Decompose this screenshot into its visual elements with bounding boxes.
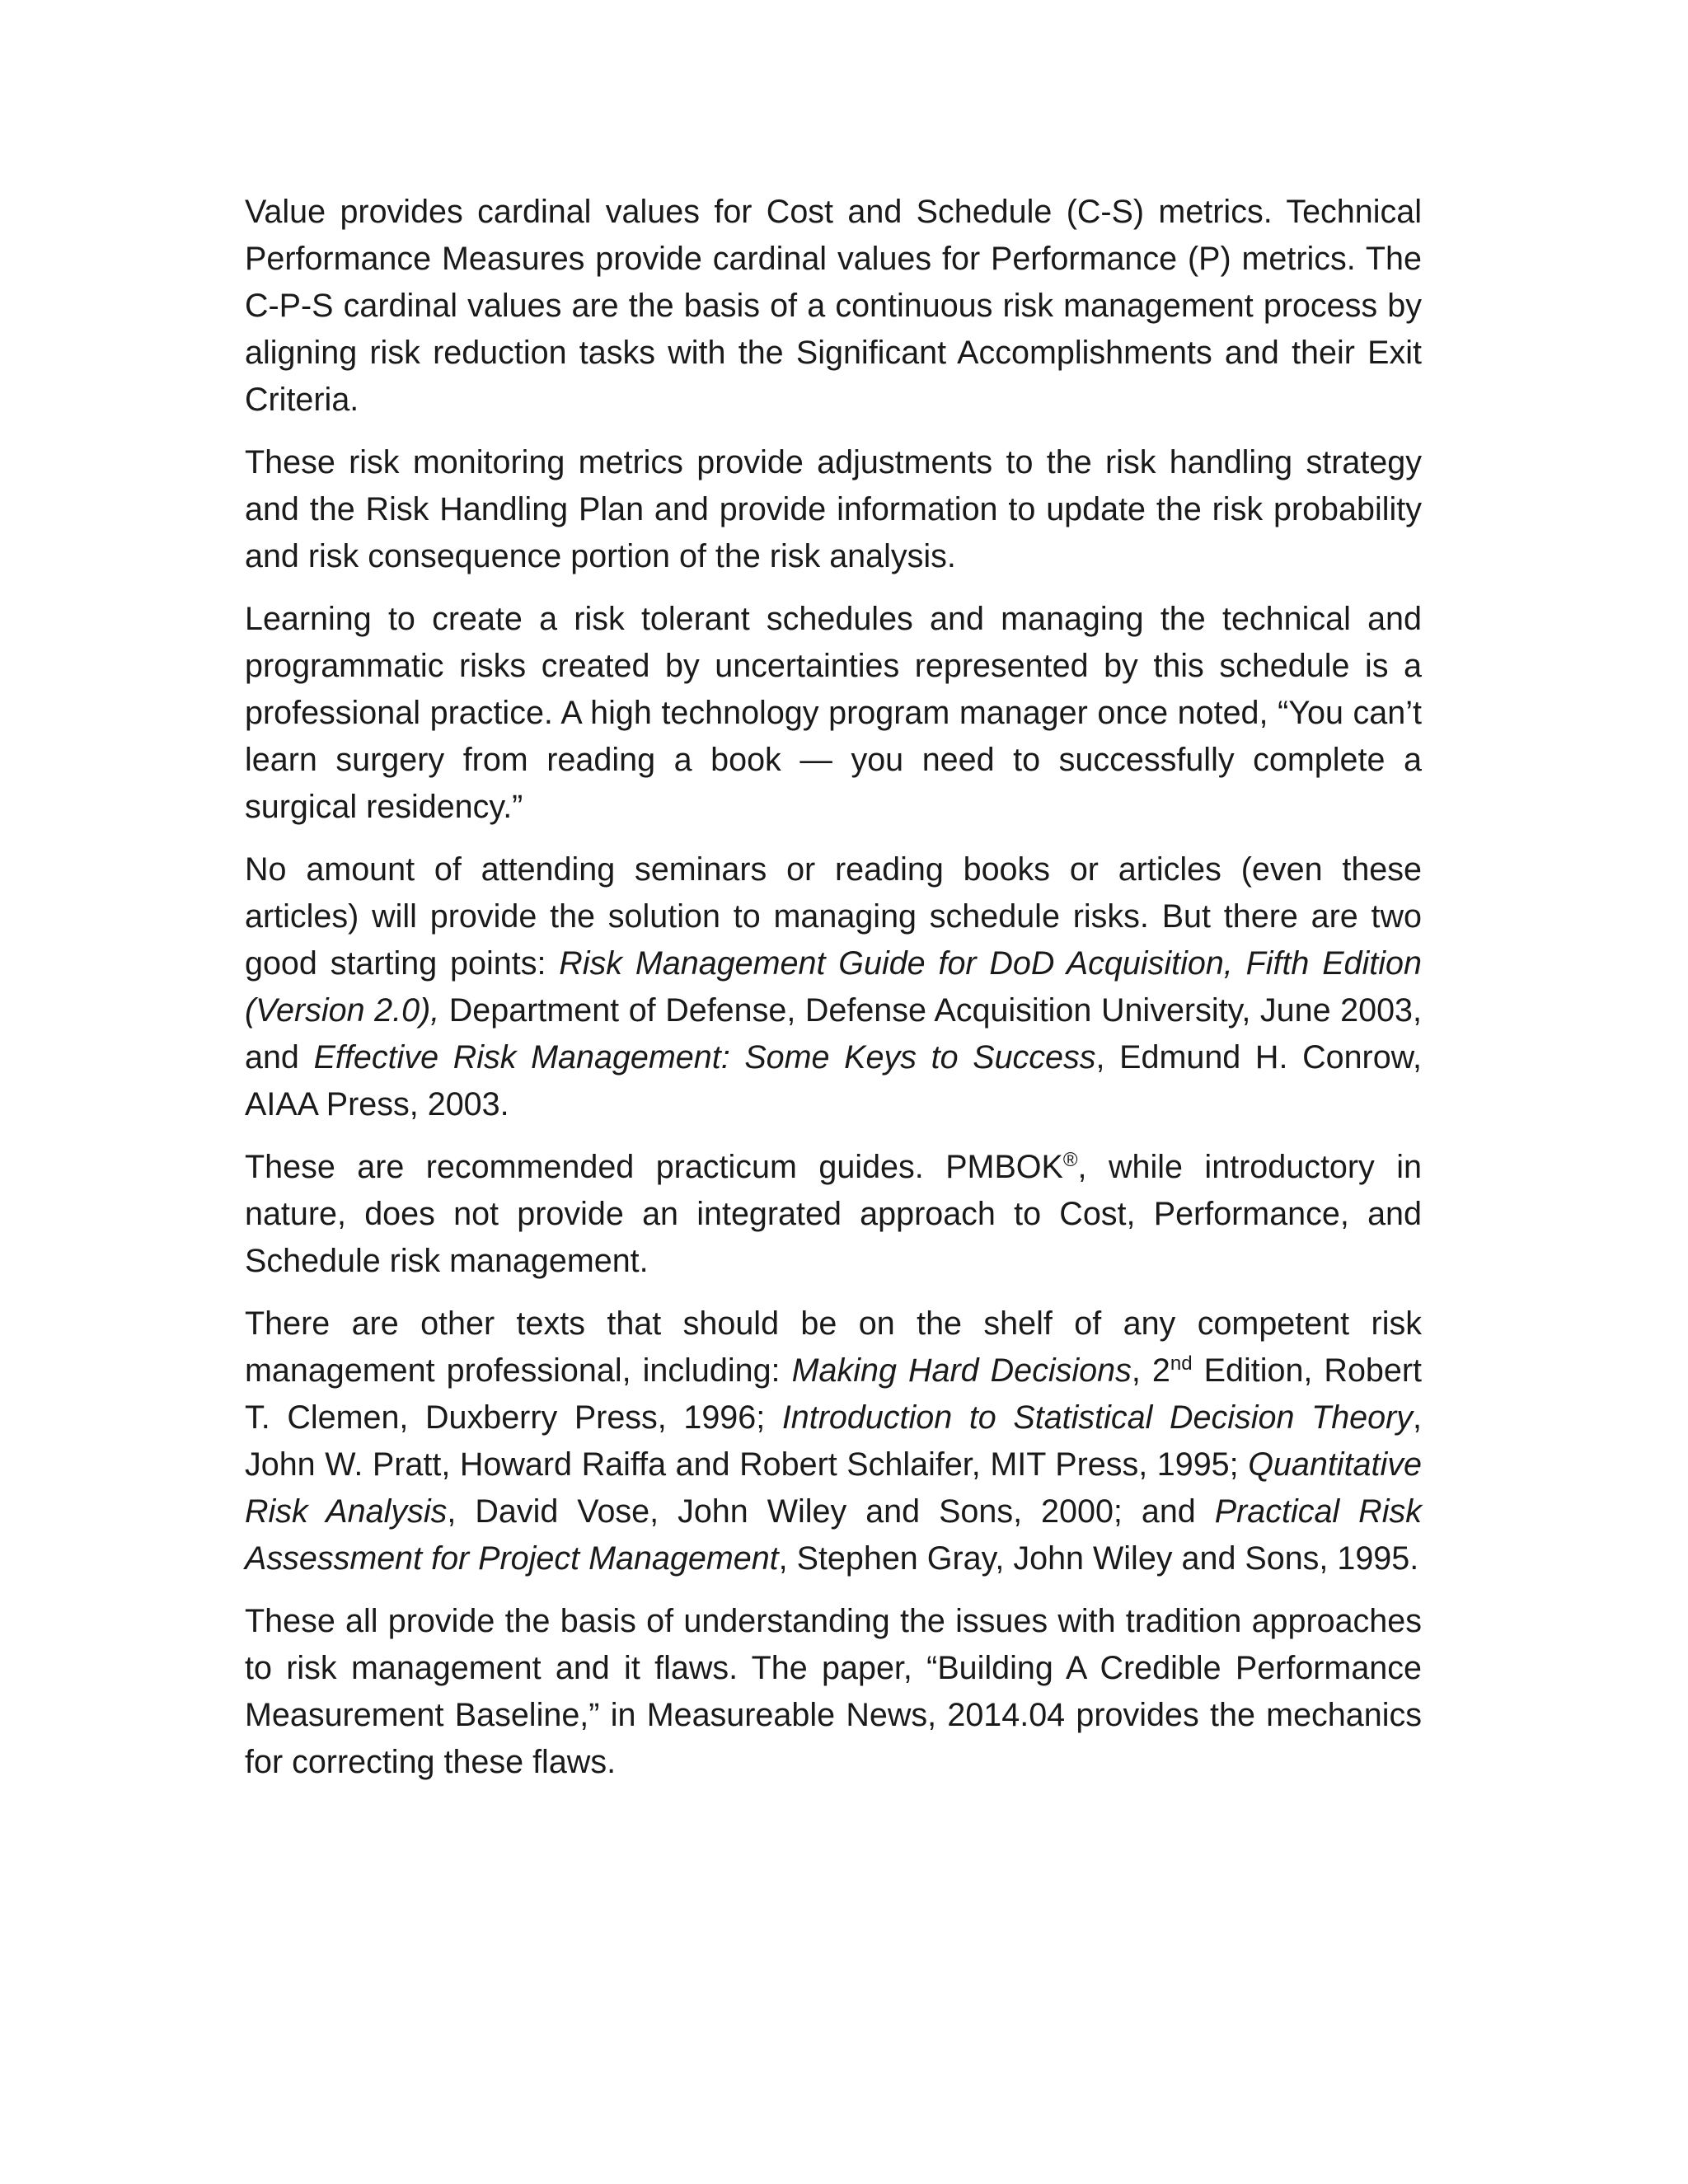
paragraph-text: , Edmund H. Conrow, AIAA Press, 2003. bbox=[245, 1039, 1422, 1122]
book-title: Practical Risk Assessment for Project Management bbox=[245, 1493, 1422, 1577]
ordinal-suffix: nd bbox=[1170, 1352, 1193, 1375]
paragraph bbox=[245, 439, 1422, 580]
paragraph-text: , while introductory in nature, does not provide an integrated approach to Cost, Performance, and Schedule risk management. bbox=[245, 1149, 1422, 1279]
paragraph-text: , John W. Pratt, Howard Raiffa and Robert Schlaifer, MIT Press, 1995; bbox=[245, 1399, 1422, 1483]
book-title: Introduction to Statistical Decision Theory bbox=[781, 1399, 1414, 1436]
book-title: Making Hard Decisions bbox=[791, 1352, 1132, 1389]
registered-mark: ® bbox=[1062, 1148, 1078, 1171]
book-title: Quantitative Risk Analysis bbox=[245, 1446, 1422, 1530]
book-title: Risk Management Guide for DoD Acquisition, Fifth Edition (Version 2.0), bbox=[245, 945, 1422, 1029]
paragraph-text: , 2 bbox=[1131, 1352, 1170, 1389]
paragraph-text: , Stephen Gray, John Wiley and Sons, 1995. bbox=[778, 1540, 1419, 1577]
document-body bbox=[245, 189, 1422, 1802]
paragraph-text: , David Vose, John Wiley and Sons, 2000; and bbox=[447, 1493, 1215, 1530]
paragraph bbox=[245, 596, 1422, 831]
paragraph-text: There are other texts that should be on the shelf of any competent risk management professional, including: bbox=[245, 1305, 1422, 1389]
paragraph bbox=[245, 846, 1422, 1128]
paragraph-text: These risk monitoring metrics provide adjustments to the risk handling strategy and the Risk Handling Plan and provide information to update the risk probability and risk consequence portion of the risk analysis. bbox=[245, 444, 1422, 574]
book-title: Effective Risk Management: Some Keys to Success bbox=[313, 1039, 1096, 1076]
paragraph bbox=[245, 1301, 1422, 1582]
paragraph-text: These all provide the basis of understanding the issues with tradition approaches to risk management and it flaws. The paper, “Building A Credible Performance Measurement Baseline,” in Measureable News, 2014.04 provides the mechanics for correcting these flaws. bbox=[245, 1603, 1422, 1780]
paragraph-text: No amount of attending seminars or reading books or articles (even these articles) will provide the solution to managing schedule risks. But there are two good starting points: bbox=[245, 851, 1422, 982]
paragraph bbox=[245, 1144, 1422, 1285]
paragraph bbox=[245, 189, 1422, 424]
paragraph bbox=[245, 1598, 1422, 1786]
paragraph-text: These are recommended practicum guides. PMBOK bbox=[245, 1149, 1063, 1185]
paragraph-text: Department of Defense, Defense Acquisition University, June 2003, and bbox=[245, 992, 1422, 1076]
paragraph-text: Edition, Robert T. Clemen, Duxberry Press, 1996; bbox=[245, 1352, 1422, 1436]
paragraph-text: Learning to create a risk tolerant schedules and managing the technical and programmatic risks created by uncertainties represented by this schedule is a professional practice. A high technology program manager once noted, “You can’t learn surgery from reading a book — you need to successfully complete a surgical residency.” bbox=[245, 601, 1422, 825]
paragraph-text: Value provides cardinal values for Cost and Schedule (C-S) metrics. Technical Performance Measures provide cardinal values for Performance (P) metrics. The C-P-S cardinal values are the basis of a continuous risk management process by aligning risk reduction tasks with the Significant Accomplishments and their Exit Criteria. bbox=[245, 194, 1422, 418]
